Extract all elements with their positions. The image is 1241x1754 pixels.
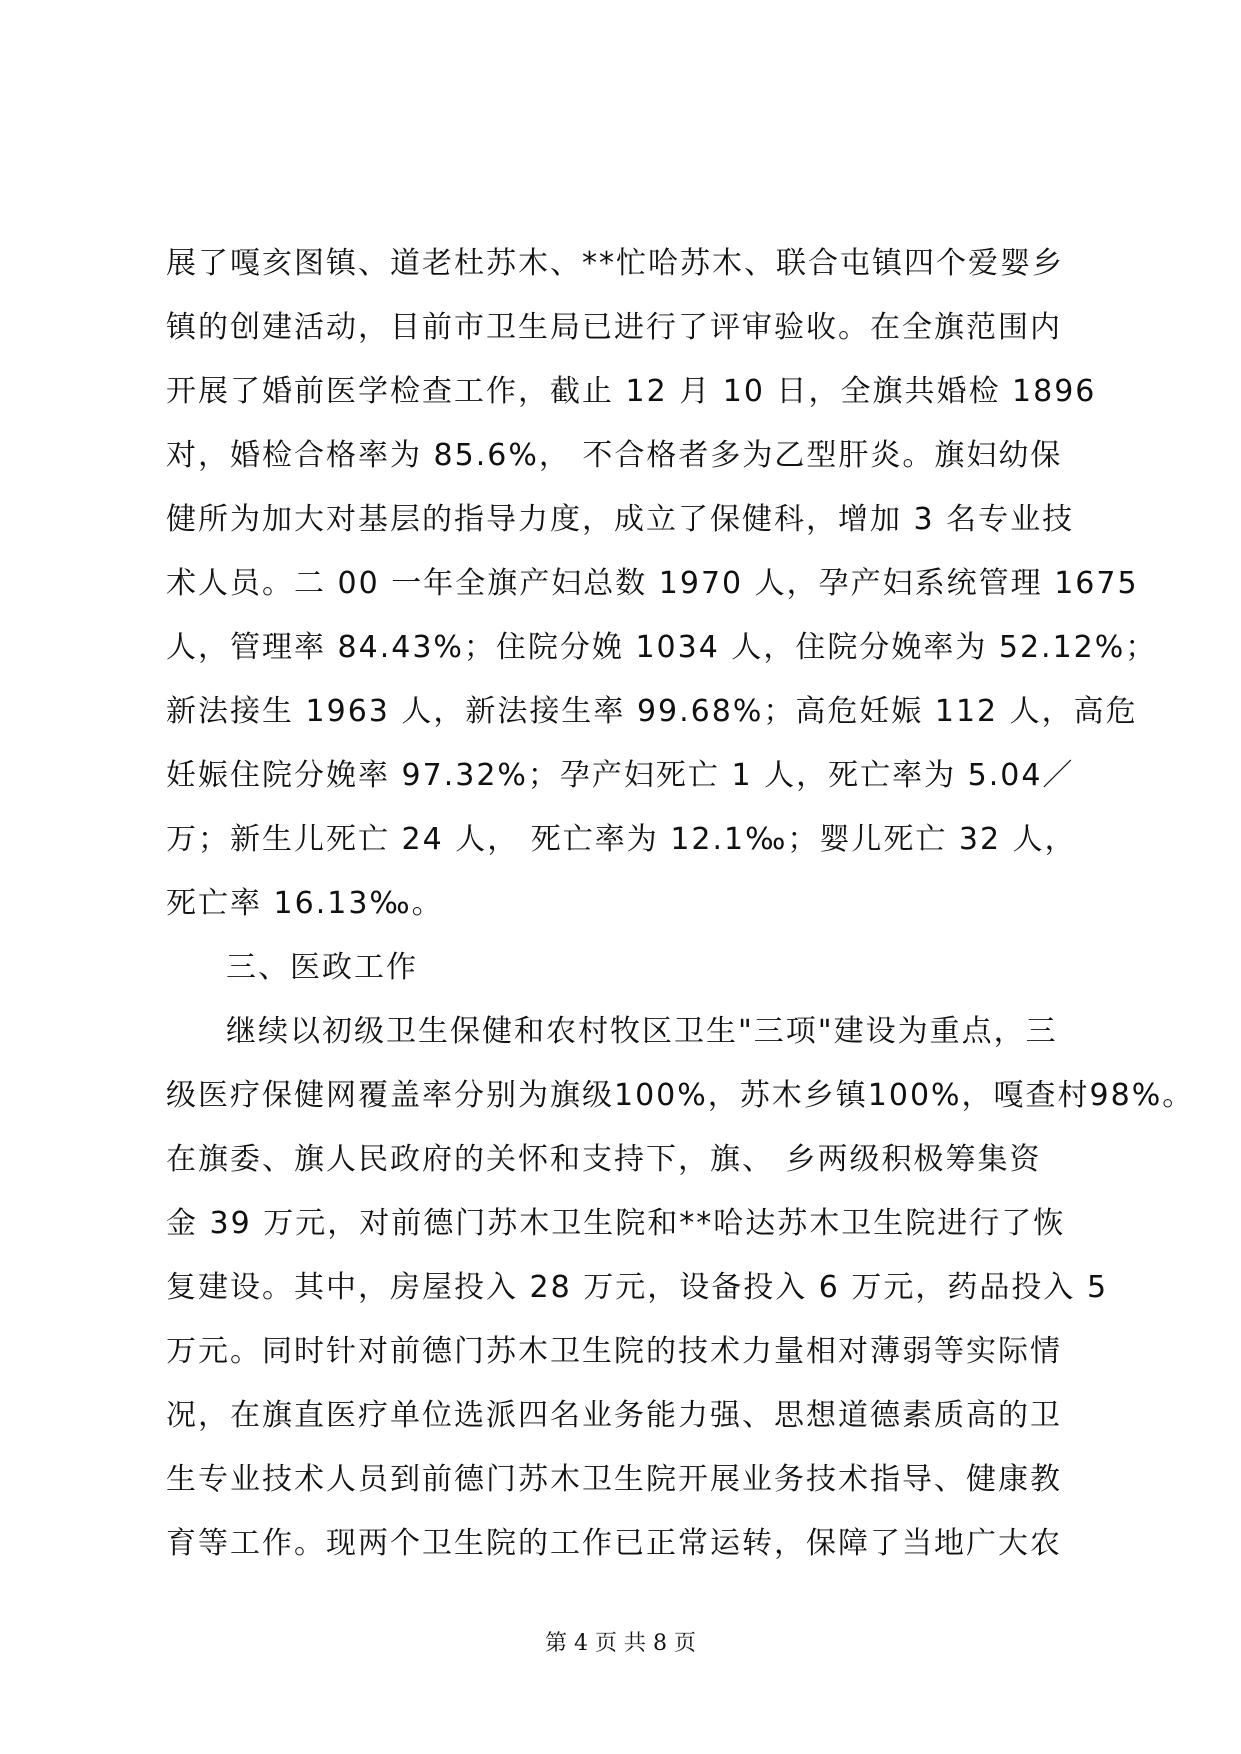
- text-line: 生专业技术人员到前德门苏木卫生院开展业务技术指导、健康教: [166, 1462, 1062, 1497]
- body-text: [166, 232, 1195, 1576]
- text-line: 新法接生 1963 人，新法接生率 99.68%；高危妊娠 112 人，高危: [166, 694, 1138, 729]
- text-line: 展了嘎亥图镇、道老杜苏木、**忙哈苏木、联合屯镇四个爱婴乡: [166, 246, 1064, 281]
- text-line: 复建设。其中，房屋投入 28 万元，设备投入 6 万元，药品投入 5: [166, 1270, 1109, 1305]
- text-line: 术人员。二 00 一年全旗产妇总数 1970 人，孕产妇系统管理 1675: [166, 566, 1139, 601]
- text-line: 妊娠住院分娩率 97.32%；孕产妇死亡 1 人，死亡率为 5.04／: [166, 758, 1075, 793]
- text-line: 万元。同时针对前德门苏木卫生院的技术力量相对薄弱等实际情: [166, 1334, 1062, 1369]
- text-line: 死亡率 16.13‰。: [166, 886, 444, 921]
- section-heading: 三、医政工作: [226, 950, 418, 985]
- text-line: 育等工作。现两个卫生院的工作已正常运转，保障了当地广大农: [166, 1526, 1062, 1561]
- page-footer: 第 4 页 共 8 页: [545, 1631, 696, 1656]
- text-line: 镇的创建活动，目前市卫生局已进行了评审验收。在全旗范围内: [166, 310, 1062, 345]
- text-line: 在旗委、旗人民政府的关怀和支持下，旗、 乡两级积极筹集资: [166, 1142, 1042, 1177]
- text-line: 金 39 万元，对前德门苏木卫生院和**哈达苏木卫生院进行了恢: [166, 1206, 1066, 1241]
- text-line: 开展了婚前医学检查工作，截止 12 月 10 日，全旗共婚检 1896: [166, 374, 1097, 409]
- text-line: 万；新生儿死亡 24 人， 死亡率为 12.1‰；婴儿死亡 32 人，: [166, 822, 1077, 857]
- text-line: 健所为加大对基层的指导力度，成立了保健科，增加 3 名专业技: [166, 502, 1075, 537]
- text-line: 人，管理率 84.43%；住院分娩 1034 人，住院分娩率为 52.12%；: [166, 630, 1158, 665]
- text-line: 况，在旗直医疗单位选派四名业务能力强、思想道德素质高的卫: [166, 1398, 1062, 1433]
- text-line: 对，婚检合格率为 85.6%， 不合格者多为乙型肝炎。旗妇幼保: [166, 438, 1063, 473]
- text-line: 继续以初级卫生保健和农村牧区卫生"三项"建设为重点，三: [226, 1014, 1058, 1049]
- text-line: 级医疗保健网覆盖率分别为旗级100%，苏木乡镇100%，嘎查村98%。: [166, 1078, 1195, 1113]
